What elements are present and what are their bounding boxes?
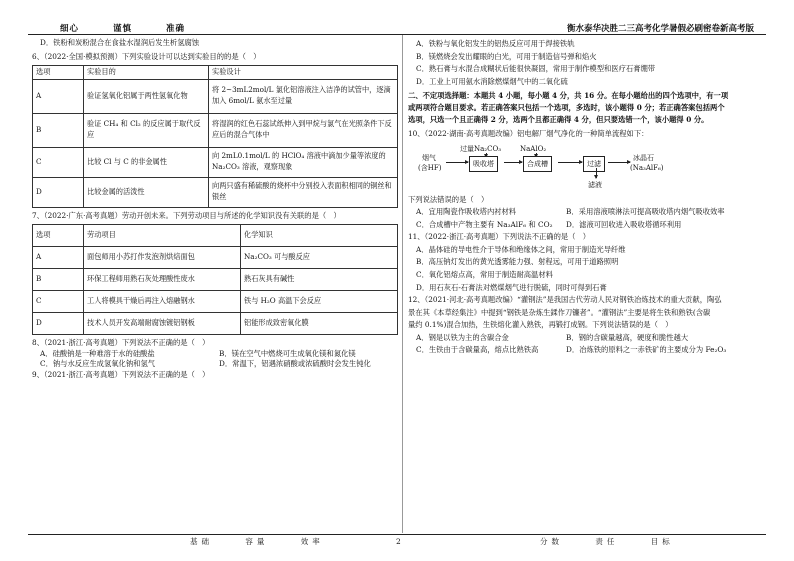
- question-6-table: [32, 65, 398, 208]
- footer-word: 效率: [300, 537, 324, 546]
- instruction-line: 选项，只选一个且正确得 2 分，选两个且都正确得 4 分，但只要选错一个，该小题得 0 分。: [408, 114, 709, 124]
- option-d: D．冶炼铁的原料之一赤铁矿的主要成分为 Fe₂O₃: [566, 345, 727, 355]
- table-header-row: [33, 224, 398, 246]
- page-number: 2: [396, 537, 401, 546]
- option-c: C．钠与水反应生成氢氧化钠和氢气: [40, 359, 156, 369]
- option-d: D．常温下，铝遇浓硝酸或浓硫酸时会发生钝化: [219, 359, 371, 369]
- table-cell: 铝能形成致密氧化膜: [241, 312, 398, 334]
- table-row: [33, 177, 398, 207]
- table-cell: 熟石灰具有碱性: [241, 268, 398, 290]
- flow-arrow: [504, 162, 522, 163]
- header-word: 谨慎: [112, 24, 132, 34]
- section-2-instructions: [408, 90, 770, 125]
- flow-arrow: [608, 162, 630, 163]
- flow-arrow: [446, 162, 468, 163]
- question-12-line: 量约 0.1%)混合加热，生铁熔化灌入熟铁，再锻打成钢。下列说法错误的是（ ）: [408, 320, 673, 330]
- flow-box-absorber: 吸收塔: [469, 156, 498, 172]
- option-d: D．工业上可用氨水消除燃煤烟气中的二氧化硫: [416, 76, 568, 86]
- footer-right-slogan: [540, 536, 700, 547]
- table-cell: C: [33, 147, 84, 177]
- flow-box-filter: 过滤: [583, 156, 605, 172]
- header-word: 准确: [165, 24, 185, 34]
- question-12-line: 12、（2021·河北·高考真题改编）“灌钢法”是我国古代劳动人民对钢铁冶炼技术的重大贡献，陶弘: [408, 295, 722, 305]
- table-cell: 铁与 H₂O 高温下会反应: [241, 290, 398, 312]
- question-12-options-row: [408, 332, 770, 345]
- table-cell: 面包师用小苏打作发泡剂烘焙面包: [84, 246, 241, 268]
- option-c: C．生铁由于含碳量高，熔点比熟铁高: [416, 345, 539, 355]
- instruction-line: 或两项符合题目要求。若正确答案只包括一个选项，多选时，该小题得 0 分；若正确答案包括两个: [408, 102, 725, 112]
- instruction-line: 二、不定项选择题：本题共 4 小题，每小题 4 分，共 16 分。在每小题给出的四个选项中，有一项: [408, 91, 729, 101]
- table-cell: 验证氢氧化铝属于两性氢氧化物: [84, 79, 209, 113]
- option-a: A．铁粉与氧化铝发生的铝热反应可用于焊接铁轨: [416, 39, 575, 48]
- flow-reagent-2: NaAlO₂: [520, 144, 547, 153]
- table-cell: 将 2~3mL2mol/L 氯化铝溶液注入洁净的试管中，逐滴加入 6mol/L 氨水至过量: [209, 79, 398, 113]
- question-7-table: [32, 224, 398, 335]
- left-column: [32, 38, 398, 381]
- option-b: B．钢的含碳量越高，硬度和脆性越大: [566, 332, 689, 342]
- question-7-stem: 7、（2022·广东·高考真题）劳动开创未来。下列劳动项目与所述的化学知识没有关联的是（ ）: [32, 210, 341, 220]
- option-a: A．宜用陶瓷作吸收塔内衬材料: [416, 207, 517, 217]
- table-row: [33, 312, 398, 334]
- question-10-options-row: [408, 206, 770, 219]
- footer-rule: [28, 534, 766, 535]
- table-header-cell: 选项: [33, 65, 84, 79]
- question-10-stem: 10、（2022·湖南·高考真题改编）铝电解厂烟气净化的一种简单流程如下：: [408, 129, 649, 139]
- table-cell: 验证 CH₄ 和 Cl₂ 的反应属于取代反应: [84, 113, 209, 147]
- option-text: D．铁粉和炭粉混合在食盐水湿润后发生析氢腐蚀: [40, 38, 200, 47]
- flow-input: 烟气: [422, 153, 436, 162]
- flow-arrow: [596, 168, 597, 178]
- option-a: A．晶体硅的导电性介于导体和绝缘体之间，常用于制造光导纤维: [416, 244, 626, 254]
- flow-box-synthesis: 合成槽: [523, 156, 552, 172]
- table-cell: 技术人员开发高端耐腐蚀镀铝钢板: [84, 312, 241, 334]
- table-cell: A: [33, 79, 84, 113]
- option-b: B．高压钠灯发出的黄光透雾能力强、射程远，可用于道路照明: [416, 257, 619, 267]
- flow-reagent-1: 过量Na₂CO₃: [460, 144, 502, 153]
- option-b: B．镁在空气中燃烧可生成氧化镁和氮化镁: [219, 348, 356, 358]
- option-c: C．熟石膏与水混合成糊状后能很快凝固，常用于制作模型和医疗石膏绷带: [416, 64, 656, 74]
- option-a: A．钢是以铁为主的含碳合金: [416, 332, 509, 342]
- flow-arrow: [558, 162, 582, 163]
- question-12-line: 景在其《本草经集注》中提到“钢铁是杂炼生鍒作刀镰者”。“灌钢法”主要是将生铁和熟铁(含碳: [408, 307, 711, 317]
- question-8-stem: 8、（2021·浙江·高考真题）下列说法不正确的是（ ）: [32, 337, 210, 347]
- footer-word: 责任: [595, 537, 619, 546]
- header-left-slogan: [60, 22, 215, 34]
- header-right-title: 衡水泰华决胜二三高考化学暑假必刷密卷新高考版: [566, 24, 754, 34]
- table-cell: D: [33, 177, 84, 207]
- footer-word: 基础: [190, 537, 213, 546]
- table-header-cell: 化学知识: [241, 224, 398, 246]
- table-cell: D: [33, 312, 84, 334]
- table-cell: B: [33, 268, 84, 290]
- table-cell: 环保工程师用熟石灰处理酸性废水: [84, 268, 241, 290]
- flow-input-sub: (含HF): [418, 163, 442, 172]
- footer-word: 分数: [540, 537, 563, 546]
- question-9-stem: 9、（2021·浙江·高考真题）下列说法不正确的是（ ）: [32, 370, 210, 380]
- table-row: [33, 246, 398, 268]
- table-cell: Na₂CO₃ 可与酸反应: [241, 246, 398, 268]
- footer-word: 容量: [245, 537, 269, 546]
- question-12-options-row: [408, 344, 770, 357]
- right-column: [408, 38, 770, 357]
- option-d: D．用石灰石-石膏法对燃煤烟气进行脱硫，同时可得到石膏: [416, 282, 607, 292]
- table-header-cell: 劳动项目: [84, 224, 241, 246]
- question-8-options-row: [32, 359, 398, 370]
- option-c: C．合成槽中产物主要有 Na₃AlF₆ 和 CO₂: [416, 219, 553, 229]
- table-cell: C: [33, 290, 84, 312]
- table-header-cell: 实验设计: [209, 65, 398, 79]
- option-b: B．采用溶液喷淋法可提高吸收塔内烟气吸收效率: [566, 207, 725, 217]
- header-word: 细心: [60, 24, 80, 34]
- question-11-stem: 11、（2022·浙江·高考真题）下列说法不正确的是（ ）: [408, 232, 591, 242]
- option-b: B．镁燃烧会发出耀眼的白光，可用于制造信号弹和焰火: [416, 51, 597, 61]
- option-d: D．滤液可回收进入吸收塔循环利用: [566, 219, 682, 229]
- table-header-cell: 实验目的: [84, 65, 209, 79]
- table-row: [33, 147, 398, 177]
- flow-filtrate: 滤液: [588, 180, 602, 189]
- question-10-options-row: [408, 219, 770, 232]
- table-header-row: [33, 65, 398, 79]
- flow-product-sub: (Na₃AlF₆): [630, 163, 664, 172]
- footer-left-slogan: [190, 536, 350, 547]
- table-cell: 比较金属的活泼性: [84, 177, 209, 207]
- table-cell: 工人将模具干燥后再注入熔融钢水: [84, 290, 241, 312]
- question-6-stem: 6、（2022·全国·模拟预测）下列实验设计可以达到实验目的的是（ ）: [32, 51, 261, 61]
- table-cell: 将湿润的红色石蕊试纸伸入到甲烷与氯气在光照条件下反应后的混合气体中: [209, 113, 398, 147]
- table-row: [33, 79, 398, 113]
- table-cell: 向 2mL0.1mol/L 的 HClO₄ 溶液中滴加少量等浓度的 Na₂CO₃ 溶液，观察现象: [209, 147, 398, 177]
- table-cell: A: [33, 246, 84, 268]
- table-cell: 比较 Cl 与 C 的非金属性: [84, 147, 209, 177]
- table-cell: 向两只盛有稀硫酸的烧杯中分别投入表面积相同的铜丝和银丝: [209, 177, 398, 207]
- question-10-prompt: 下列说法错误的是（ ）: [408, 194, 489, 204]
- option-a: A．硅酸钠是一种难溶于水的硅酸盐: [40, 348, 155, 358]
- table-row: [33, 113, 398, 147]
- option-c: C．氧化铝熔点高，常用于制造耐高温材料: [416, 270, 553, 280]
- header-rule: [28, 34, 766, 35]
- column-divider: [402, 35, 403, 533]
- table-cell: B: [33, 113, 84, 147]
- process-flow-diagram: [408, 144, 770, 192]
- table-row: [33, 268, 398, 290]
- table-row: [33, 290, 398, 312]
- question-8-options-row: [32, 349, 398, 360]
- flow-product: 冰晶石: [633, 153, 654, 162]
- table-header-cell: 选项: [33, 224, 84, 246]
- footer-word: 目标: [650, 537, 674, 546]
